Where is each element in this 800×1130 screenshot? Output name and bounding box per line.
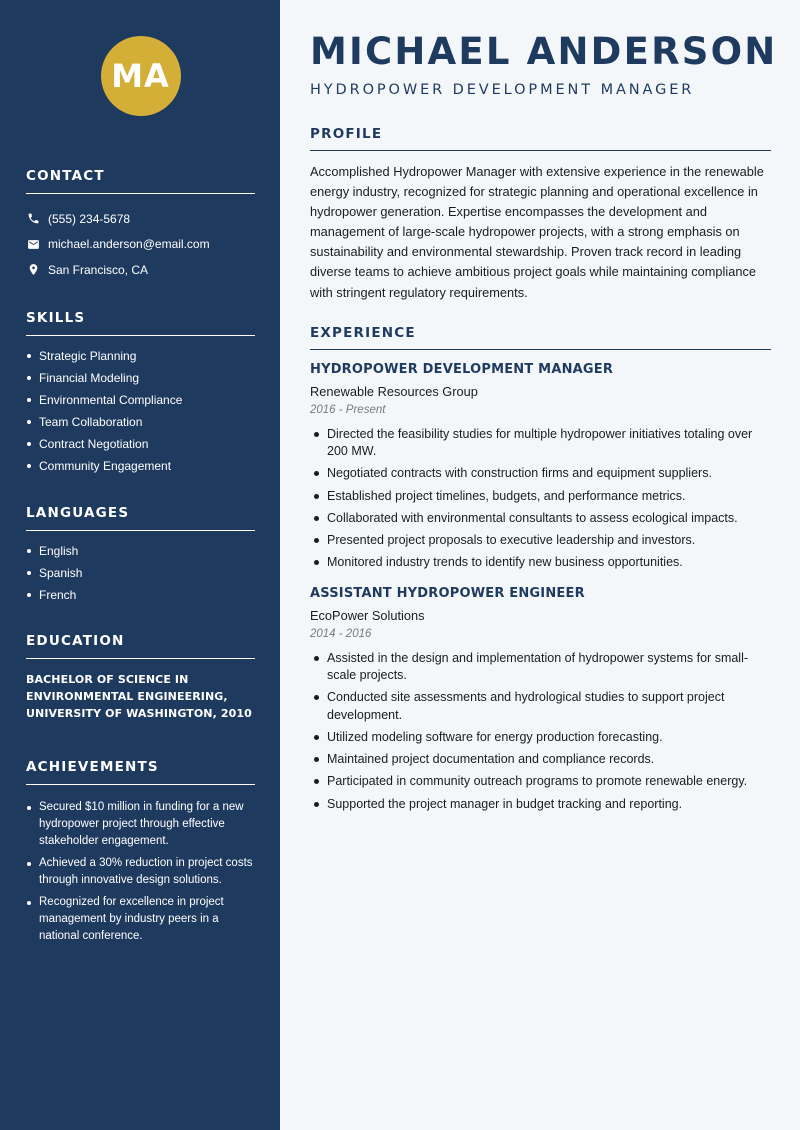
- languages-heading: LANGUAGES: [26, 505, 255, 531]
- education-heading: EDUCATION: [26, 633, 255, 659]
- contact-phone: [26, 206, 255, 232]
- avatar: [101, 36, 181, 116]
- achievement-item: Secured $10 million in funding for a new hydropower project through effective stakeholder engagement.: [26, 799, 255, 850]
- skill-item: Strategic Planning: [26, 348, 255, 370]
- contact-location: [26, 257, 255, 283]
- achievement-item: Achieved a 30% reduction in project costs through innovative design solutions.: [26, 855, 255, 889]
- email-icon: [26, 237, 40, 251]
- experience-heading: EXPERIENCE: [310, 325, 771, 350]
- sidebar: [0, 0, 280, 1130]
- phone-text: (555) 234-5678: [48, 211, 131, 226]
- job-title: HYDROPOWER DEVELOPMENT MANAGER: [310, 361, 614, 377]
- job-bullet: Maintained project documentation and compliance records.: [310, 751, 771, 769]
- education-section: [26, 633, 255, 722]
- language-item: English: [26, 543, 255, 565]
- contact-section: [26, 168, 255, 283]
- candidate-name: MICHAEL ANDERSON: [310, 30, 778, 73]
- job-bullet: Directed the feasibility studies for multiple hydropower initiatives totaling over 200 MW.: [310, 426, 771, 461]
- education-line: UNIVERSITY OF WASHINGTON, 2010: [26, 707, 252, 721]
- job-company: EcoPower Solutions: [310, 607, 425, 623]
- skill-item: Financial Modeling: [26, 370, 255, 392]
- skills-section: [26, 310, 255, 481]
- skill-item: Team Collaboration: [26, 414, 255, 436]
- education-degree: [26, 671, 255, 722]
- job-bullet: Presented project proposals to executive leadership and investors.: [310, 532, 771, 550]
- achievements-list: [26, 799, 255, 945]
- education-line: BACHELOR OF SCIENCE IN: [26, 673, 189, 687]
- location-text: San Francisco, CA: [48, 262, 149, 277]
- job-company: Renewable Resources Group: [310, 383, 478, 399]
- job-dates: 2016 - Present: [310, 403, 386, 416]
- experience-section: [310, 325, 771, 813]
- job-entry: [310, 362, 771, 572]
- achievements-heading: ACHIEVEMENTS: [26, 759, 255, 785]
- skill-item: Contract Negotiation: [26, 436, 255, 458]
- job-bullet: Collaborated with environmental consultants to assess ecological impacts.: [310, 510, 771, 528]
- job-bullet: Participated in community outreach programs to promote renewable energy.: [310, 773, 771, 791]
- skills-heading: SKILLS: [26, 310, 255, 336]
- main-content: [280, 0, 800, 1130]
- profile-text: Accomplished Hydropower Manager with extensive experience in the renewable energy industry, recognized for strategic planning and operational excellence in hydropower generation. Expertise encompasses the development and management of large-scale hydropower projects, with a strong emphasis on sustainability and environmental stewardship. Proven track record in leading diverse teams to achieve ambitious project goals while maintaining compliance with stringent regulatory requirements.: [310, 164, 764, 300]
- contact-heading: CONTACT: [26, 168, 255, 194]
- achievements-section: [26, 759, 255, 945]
- avatar-initials: MA: [111, 57, 170, 95]
- language-item: French: [26, 587, 255, 609]
- education-line: ENVIRONMENTAL ENGINEERING,: [26, 690, 228, 704]
- job-dates: 2014 - 2016: [310, 627, 372, 640]
- skill-item: Community Engagement: [26, 458, 255, 480]
- profile-heading: PROFILE: [310, 126, 771, 151]
- job-bullet: Utilized modeling software for energy production forecasting.: [310, 729, 771, 747]
- achievement-item: Recognized for excellence in project management by industry peers in a national conference.: [26, 894, 255, 945]
- skills-list: [26, 348, 255, 481]
- languages-list: [26, 543, 255, 610]
- skill-item: Environmental Compliance: [26, 392, 255, 414]
- job-bullet: Established project timelines, budgets, and performance metrics.: [310, 488, 771, 506]
- job-title: ASSISTANT HYDROPOWER ENGINEER: [310, 585, 585, 601]
- candidate-role: HYDROPOWER DEVELOPMENT MANAGER: [310, 82, 695, 98]
- phone-icon: [26, 212, 40, 226]
- job-bullet: Assisted in the design and implementation of hydropower systems for small-scale projects.: [310, 650, 771, 685]
- languages-section: [26, 505, 255, 610]
- language-item: Spanish: [26, 565, 255, 587]
- location-pin-icon: [26, 263, 40, 277]
- email-text: michael.anderson@email.com: [48, 237, 210, 252]
- profile-section: [310, 126, 771, 303]
- job-bullet: Supported the project manager in budget tracking and reporting.: [310, 796, 771, 814]
- job-entry: [310, 586, 771, 813]
- contact-email: [26, 232, 255, 258]
- job-bullets: [310, 426, 771, 572]
- job-bullets: [310, 650, 771, 813]
- job-bullet: Conducted site assessments and hydrological studies to support project development.: [310, 689, 771, 724]
- job-bullet: Monitored industry trends to identify new business opportunities.: [310, 554, 771, 572]
- job-bullet: Negotiated contracts with construction firms and equipment suppliers.: [310, 465, 771, 483]
